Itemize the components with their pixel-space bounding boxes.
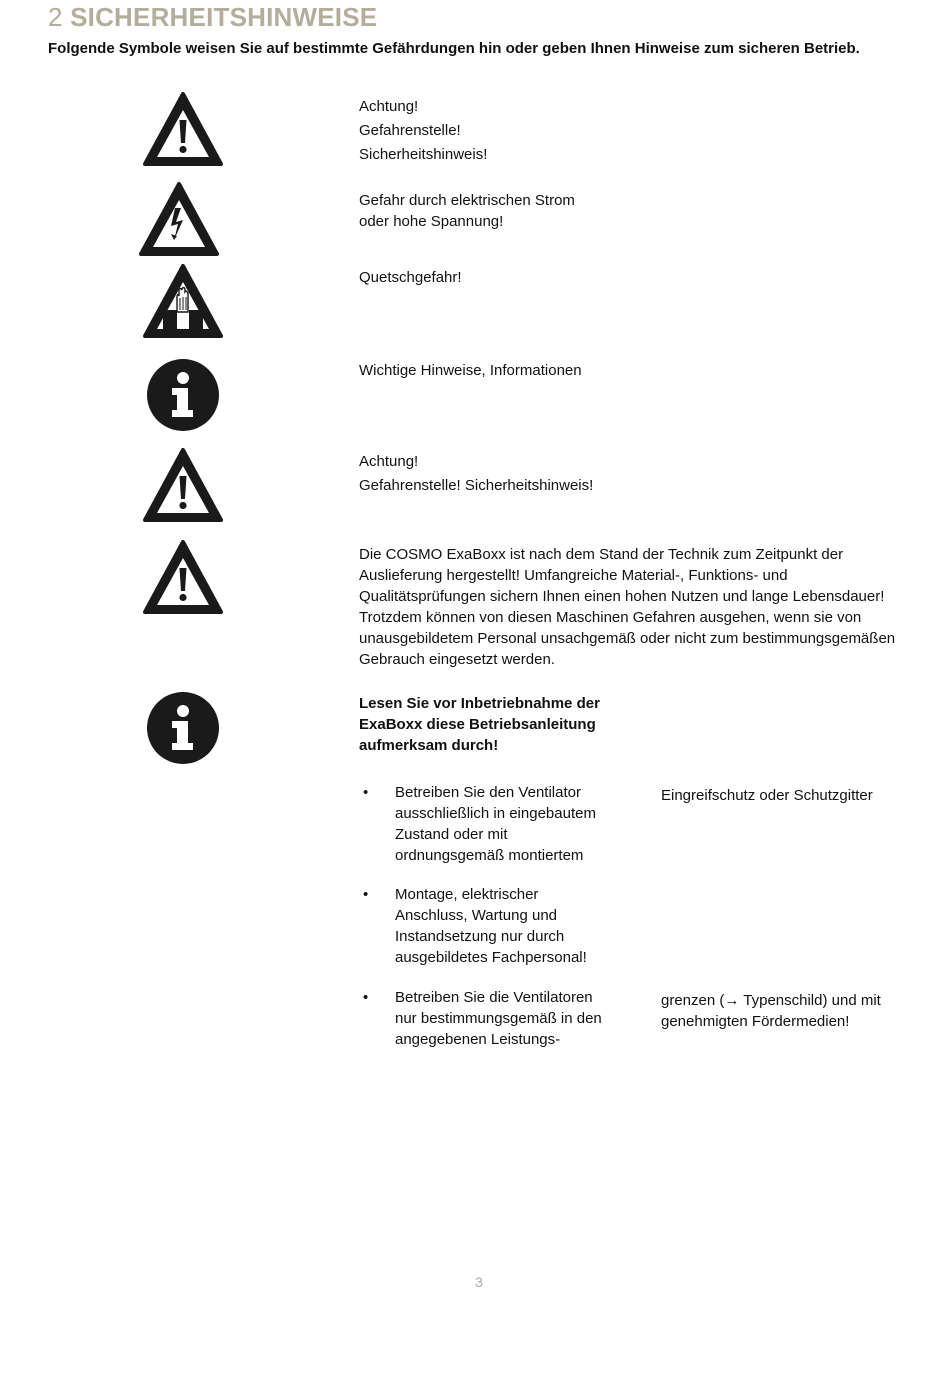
crush-hazard-icon [143, 262, 223, 342]
text-line: Quetschgefahr! [359, 269, 462, 286]
list-item-continuation [661, 990, 921, 1032]
text-line: ausgebildetes Fachpersonal! [395, 949, 587, 966]
electric-hazard-icon [139, 180, 219, 260]
text-line: Die COSMO ExaBoxx ist nach dem Stand der Technik zum Zeitpunkt der [359, 546, 844, 563]
section-title: SICHERHEITSHINWEISE [70, 2, 378, 32]
section-number: 2 [48, 2, 63, 32]
text-line: Gebrauch eingesetzt werden. [359, 651, 555, 668]
text-line: Eingreifschutz oder Schutzgitter [661, 787, 873, 804]
text-line: Wichtige Hinweise, Informationen [359, 362, 582, 379]
symbol-text-electric [359, 190, 575, 232]
text-line: Zustand oder mit [395, 826, 508, 843]
text-line: Sicherheitshinweis! [359, 146, 488, 163]
symbol-text-crush [359, 267, 462, 288]
text-line: oder hohe Spannung! [359, 213, 504, 230]
text-line: Betreiben Sie die Ventilatoren [395, 989, 593, 1006]
text-line: angegebenen Leistungs- [395, 1031, 561, 1048]
section-intro: Folgende Symbole weisen Sie auf bestimmte Gefährdungen hin oder geben Ihnen Hinweise zum sicheren Betrieb. [48, 40, 860, 57]
text-line: Betreiben Sie den Ventilator [395, 784, 581, 801]
bullet-icon: • [363, 989, 369, 1006]
symbol-text-warning-2 [359, 451, 593, 496]
bullet-icon: • [363, 886, 369, 903]
text-line: ordnungsgemäß montiertem [395, 847, 584, 864]
section-heading [48, 2, 377, 33]
info-icon [143, 688, 223, 768]
warning-triangle-icon [143, 90, 223, 170]
text-line: ausschließlich in eingebautem [395, 805, 596, 822]
warning-triangle-icon [143, 446, 223, 526]
symbol-text-warning-1 [359, 96, 487, 165]
list-item-continuation [661, 785, 921, 806]
text-line: grenzen (→ Typenschild) und mit [661, 992, 881, 1009]
text-line: Achtung! [359, 98, 419, 115]
text-line: Trotzdem können von diesen Maschinen Gefahren ausgehen, wenn sie von [359, 609, 862, 626]
text-line: Gefahr durch elektrischen Strom [359, 192, 575, 209]
text-line: genehmigten Fördermedien! [661, 1013, 850, 1030]
text-line: Anschluss, Wartung und [395, 907, 558, 924]
text-line: Gefahrenstelle! Sicherheitshinweis! [359, 477, 594, 494]
warning-triangle-icon [143, 538, 223, 618]
text-line: ExaBoxx diese Betriebsanleitung [359, 716, 596, 733]
text-line: aufmerksam durch! [359, 737, 499, 754]
page-number: 3 [475, 1274, 483, 1290]
info-icon [143, 355, 223, 435]
bullet-icon: • [363, 784, 369, 801]
symbol-text-machine-notice [359, 544, 895, 670]
symbol-text-read-manual [359, 693, 600, 756]
text-line: unausgebildetem Personal unsachgemäß oder nicht zum bestimmungsgemäßen [359, 630, 896, 647]
symbol-text-info [359, 360, 582, 381]
text-line: Achtung! [359, 453, 419, 470]
text-line: Lesen Sie vor Inbetriebnahme der [359, 695, 600, 712]
text-line: Instandsetzung nur durch [395, 928, 565, 945]
text-line: Qualitätsprüfungen sichern Ihnen einen hohen Nutzen und lange Lebensdauer! [359, 588, 885, 605]
text-line: nur bestimmungsgemäß in den [395, 1010, 602, 1027]
text-line: Auslieferung hergestellt! Umfangreiche Material-, Funktions- und [359, 567, 788, 584]
text-line: Montage, elektrischer [395, 886, 539, 903]
text-line: Gefahrenstelle! [359, 122, 461, 139]
